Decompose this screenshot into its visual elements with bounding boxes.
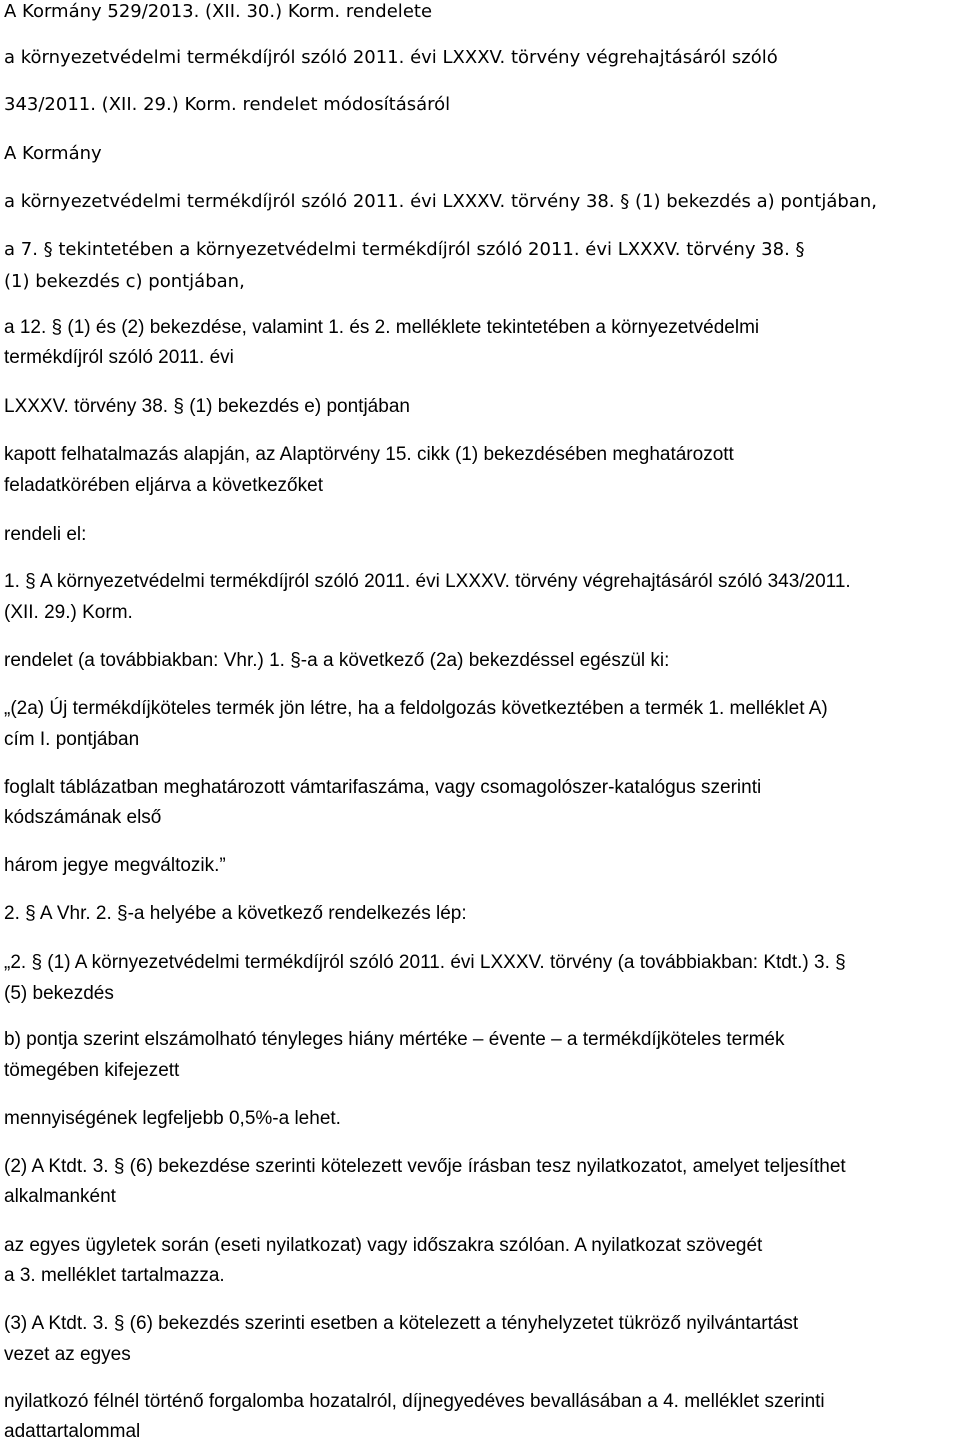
text-line: rendelet (a továbbiakban: Vhr.) 1. §-a a következő (2a) bekezdéssel egészül ki: [4, 650, 670, 671]
text-line: a 7. § tekintetében a környezetvédelmi termékdíjról szóló 2011. évi LXXXV. törvény 38. § [4, 239, 805, 260]
quoted-text-line: (5) bekezdés [4, 983, 114, 1004]
quoted-text-line: tömegében kifejezett [4, 1060, 180, 1081]
quoted-text-line: mennyiségének legfeljebb 0,5%-a lehet. [4, 1108, 341, 1129]
text-line: kapott felhatalmazás alapján, az Alaptörvény 15. cikk (1) bekezdésében meghatározott [4, 444, 734, 465]
quoted-text-line: vezet az egyes [4, 1344, 131, 1365]
section-heading-line: 1. § A környezetvédelmi termékdíjról szóló 2011. évi LXXXV. törvény végrehajtásáról szóló 343/2011. [4, 571, 851, 592]
quoted-text-line: foglalt táblázatban meghatározott vámtarifaszáma, vagy csomagolószer-katalógus szerinti [4, 777, 762, 798]
quoted-text-line: (3) A Ktdt. 3. § (6) bekezdés szerinti esetben a kötelezett a tényhelyzetet tükröző nyilvántartást [4, 1313, 799, 1334]
text-line: rendeli el: [4, 524, 87, 545]
quoted-text-line: cím I. pontjában [4, 729, 140, 750]
quoted-text-line: „2. § (1) A környezetvédelmi termékdíjról szóló 2011. évi LXXXV. törvény (a továbbiakban: Ktdt.) 3. § [4, 952, 846, 973]
text-line: A Kormány [4, 143, 102, 164]
text-line: LXXXV. törvény 38. § (1) bekezdés e) pontjában [4, 396, 410, 417]
text-line: a 12. § (1) és (2) bekezdése, valamint 1. és 2. melléklete tekintetében a környezetvédelmi [4, 317, 760, 338]
quoted-text-line: „(2a) Új termékdíjköteles termék jön létre, ha a feldolgozás következtében a termék 1. melléklet A) [4, 698, 828, 719]
quoted-text-line: a 3. melléklet tartalmazza. [4, 1265, 225, 1286]
text-line: termékdíjról szóló 2011. évi [4, 347, 234, 368]
quoted-text-line: három jegye megváltozik.” [4, 855, 226, 876]
text-line: (1) bekezdés c) pontjában, [4, 271, 245, 292]
document-title-line: a környezetvédelmi termékdíjról szóló 2011. évi LXXXV. törvény végrehajtásáról szóló [4, 47, 778, 68]
quoted-text-line: adattartalommal [4, 1421, 141, 1442]
quoted-text-line: kódszámának első [4, 807, 162, 828]
quoted-text-line: az egyes ügyletek során (eseti nyilatkozat) vagy időszakra szólóan. A nyilatkozat szövegét [4, 1235, 763, 1256]
quoted-text-line: b) pontja szerint elszámolható tényleges hiány mértéke – évente – a termékdíjköteles termék [4, 1029, 785, 1050]
document-title-line: A Kormány 529/2013. (XII. 30.) Korm. rendelete [4, 1, 433, 22]
quoted-text-line: nyilatkozó félnél történő forgalomba hozatalról, díjnegyedéves bevallásában a 4. melléklet szerinti [4, 1391, 825, 1412]
text-line: feladatkörében eljárva a következőket [4, 475, 323, 496]
text-line: (XII. 29.) Korm. [4, 602, 133, 623]
quoted-text-line: (2) A Ktdt. 3. § (6) bekezdése szerinti kötelezett vevője írásban tesz nyilatkozatot, amelyet teljesíthet [4, 1156, 846, 1177]
document-title-line: 343/2011. (XII. 29.) Korm. rendelet módosításáról [4, 94, 451, 115]
section-heading-line: 2. § A Vhr. 2. §-a helyébe a következő rendelkezés lép: [4, 903, 467, 924]
text-line: a környezetvédelmi termékdíjról szóló 2011. évi LXXXV. törvény 38. § (1) bekezdés a) pontjában, [4, 191, 877, 212]
quoted-text-line: alkalmanként [4, 1186, 116, 1207]
